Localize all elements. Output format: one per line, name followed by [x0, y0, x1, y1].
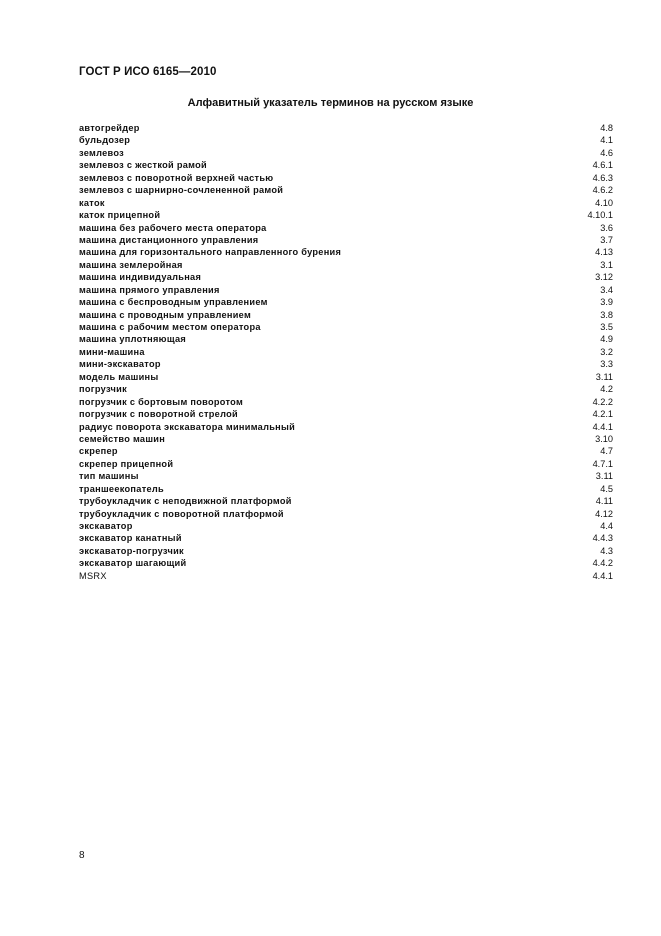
index-term: землевоз — [79, 147, 125, 158]
index-term: погрузчик с бортовым поворотом — [79, 396, 244, 407]
index-term: каток прицепной — [79, 210, 161, 221]
index-entry — [79, 358, 613, 370]
index-entry — [79, 520, 613, 532]
index-reference: 4.13 — [595, 247, 613, 258]
index-entry — [79, 508, 613, 520]
index-term: экскаватор — [79, 521, 133, 531]
index-term: машина с рабочим местом оператора — [79, 322, 261, 332]
index-entry — [79, 209, 613, 221]
index-term: землевоз с шарнирно-сочлененной рамой — [79, 185, 284, 196]
index-term: машина дистанционного управления — [79, 234, 259, 245]
index-entry — [79, 197, 613, 209]
index-entry — [79, 346, 613, 358]
term-index — [79, 122, 613, 582]
index-reference: 3.5 — [600, 322, 613, 332]
index-reference: 4.6.3 — [592, 172, 613, 183]
index-reference: 4.9 — [600, 334, 613, 345]
index-entry — [79, 309, 613, 321]
index-entry — [79, 433, 613, 445]
index-term: машина уплотняющая — [79, 334, 187, 345]
index-entry — [79, 122, 613, 134]
index-entry — [79, 234, 613, 246]
page-number: 8 — [79, 850, 85, 861]
index-entry — [79, 383, 613, 395]
index-term: мини-машина — [79, 346, 145, 357]
index-entry — [79, 470, 613, 482]
index-entry — [79, 545, 613, 557]
index-entry — [79, 570, 613, 582]
index-term: каток — [79, 197, 105, 208]
index-reference: 4.6.1 — [592, 160, 613, 171]
index-entry — [79, 458, 613, 470]
index-reference: 3.1 — [600, 259, 613, 270]
index-reference: 4.3 — [600, 545, 613, 556]
index-reference: 3.4 — [600, 284, 613, 295]
index-reference: 3.2 — [600, 346, 613, 357]
index-reference: 4.7.1 — [592, 458, 613, 469]
index-reference: 4.2.1 — [592, 409, 613, 420]
index-reference: 4.5 — [600, 483, 613, 494]
index-entry — [79, 396, 613, 408]
index-term: бульдозер — [79, 135, 131, 146]
index-term: машина индивидуальная — [79, 272, 202, 283]
index-entry — [79, 172, 613, 184]
page-title: Алфавитный указатель терминов на русском языке — [187, 97, 474, 109]
index-term: семейство машин — [79, 433, 166, 444]
index-term: мини-экскаватор — [79, 359, 161, 370]
index-reference: 4.2.2 — [592, 396, 613, 407]
index-term: скрепер прицепной — [79, 458, 174, 469]
index-reference: 3.11 — [595, 471, 613, 482]
document-header: ГОСТ Р ИСО 6165—2010 — [79, 66, 217, 78]
index-entry — [79, 445, 613, 457]
index-entry — [79, 259, 613, 271]
index-term: трубоукладчик с неподвижной платформой — [79, 496, 292, 507]
index-term: землевоз с жесткой рамой — [79, 160, 207, 171]
index-reference: 4.4.3 — [592, 533, 613, 544]
index-entry — [79, 557, 613, 569]
index-term: машина без рабочего места оператора — [79, 222, 267, 233]
index-reference: 4.7 — [600, 446, 613, 457]
index-entry — [79, 296, 613, 308]
index-entry — [79, 321, 613, 333]
index-entry — [79, 184, 613, 196]
index-term: MSRX — [79, 570, 107, 581]
index-term: машина землеройная — [79, 259, 183, 270]
index-entry — [79, 371, 613, 383]
index-reference: 3.9 — [600, 297, 613, 308]
index-reference: 4.4.1 — [592, 570, 613, 581]
index-reference: 3.10 — [595, 433, 613, 444]
index-term: траншеекопатель — [79, 483, 164, 494]
index-term: экскаватор-погрузчик — [79, 545, 184, 556]
index-entry — [79, 495, 613, 507]
index-reference: 4.4 — [600, 521, 613, 531]
index-reference: 4.1 — [600, 135, 613, 146]
index-entry — [79, 284, 613, 296]
index-entry — [79, 246, 613, 258]
index-term: трубоукладчик с поворотной платформой — [79, 508, 284, 519]
index-entry — [79, 222, 613, 234]
index-reference: 4.12 — [595, 508, 613, 519]
index-reference: 4.4.2 — [592, 558, 613, 569]
index-entry — [79, 333, 613, 345]
index-term: модель машины — [79, 371, 159, 382]
index-reference: 3.3 — [600, 359, 613, 370]
index-term: машина для горизонтального направленного бурения — [79, 247, 342, 258]
index-reference: 4.10.1 — [587, 210, 613, 221]
index-term: машина с проводным управлением — [79, 309, 252, 320]
index-reference: 4.11 — [595, 496, 613, 507]
index-entry — [79, 483, 613, 495]
index-term: автогрейдер — [79, 123, 140, 133]
index-term: погрузчик с поворотной стрелой — [79, 409, 238, 420]
index-reference: 4.6 — [600, 147, 613, 158]
index-term: погрузчик — [79, 384, 127, 395]
index-reference: 4.10 — [595, 197, 613, 208]
index-reference: 4.8 — [600, 123, 613, 133]
index-entry — [79, 421, 613, 433]
index-term: скрепер — [79, 446, 118, 457]
index-term: экскаватор канатный — [79, 533, 182, 544]
index-entry — [79, 408, 613, 420]
index-reference: 3.12 — [595, 272, 613, 283]
index-term: машина прямого управления — [79, 284, 220, 295]
index-term: тип машины — [79, 471, 139, 482]
index-entry — [79, 159, 613, 171]
index-reference: 3.11 — [595, 371, 613, 382]
index-reference: 3.7 — [600, 234, 613, 245]
index-term: землевоз с поворотной верхней частью — [79, 172, 274, 183]
index-term: машина с беспроводным управлением — [79, 297, 268, 308]
index-term: радиус поворота экскаватора минимальный — [79, 421, 296, 432]
index-entry — [79, 532, 613, 544]
index-entry — [79, 147, 613, 159]
index-term: экскаватор шагающий — [79, 558, 187, 569]
index-reference: 4.6.2 — [592, 185, 613, 196]
index-reference: 4.4.1 — [592, 421, 613, 432]
index-entry — [79, 271, 613, 283]
index-reference: 3.8 — [600, 309, 613, 320]
index-reference: 3.6 — [600, 222, 613, 233]
index-entry — [79, 134, 613, 146]
index-reference: 4.2 — [600, 384, 613, 395]
